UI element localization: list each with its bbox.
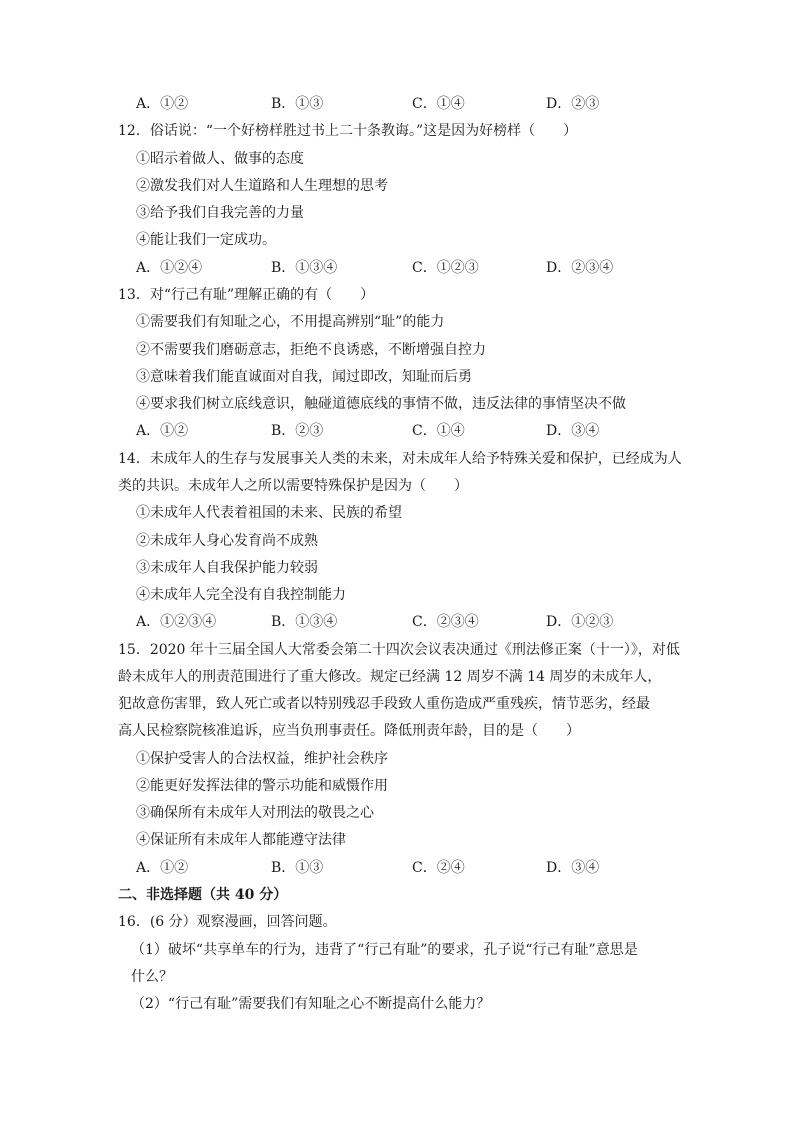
q13-stem: 13．对“行己有耻”理解正确的有（ ）	[118, 287, 375, 303]
q13-options	[136, 421, 656, 441]
q13-option-b[interactable]: B．②③	[271, 423, 324, 439]
section-2-title: 二、非选择题（共 40 分）	[118, 887, 288, 903]
q13-option-d[interactable]: D．③④	[546, 423, 600, 439]
q16-sub1-line-2: 什么？	[131, 969, 173, 985]
q12-options	[136, 258, 656, 278]
q14-item-4: ④未成年人完全没有自我控制能力	[136, 587, 346, 603]
q15-option-c[interactable]: C．②④	[412, 860, 465, 876]
q14-option-b[interactable]: B．①③④	[271, 614, 338, 630]
q11-option-b[interactable]: B．①③	[271, 96, 324, 112]
q11-option-a[interactable]: A．①②	[136, 96, 189, 112]
q15-options	[136, 858, 656, 878]
q13-item-4: ④要求我们树立底线意识，触碰道德底线的事情不做，违反法律的事情坚决不做	[136, 396, 626, 412]
q14-option-a[interactable]: A．①②③④	[136, 614, 217, 630]
q12-item-1: ①昭示着做人、做事的态度	[136, 151, 304, 167]
q16-sub2: （2）“行己有耻”需要我们有知耻之心不断提高什么能力？	[131, 996, 491, 1012]
q12-item-4: ④能让我们一定成功。	[136, 232, 276, 248]
q15-option-a[interactable]: A．①②	[136, 860, 189, 876]
q15-option-b[interactable]: B．①③	[271, 860, 324, 876]
q15-item-3: ③确保所有未成年人对刑法的敬畏之心	[136, 805, 374, 821]
q14-item-3: ③未成年人自我保护能力较弱	[136, 560, 318, 576]
q14-item-2: ②未成年人身心发育尚不成熟	[136, 533, 318, 549]
q15-stem-line-4: 高人民检察院核准追诉，应当负刑事责任。降低刑责年龄，目的是（ ）	[118, 723, 580, 739]
q15-item-1: ①保护受害人的合法权益，维护社会秩序	[136, 751, 388, 767]
q13-item-1: ①需要我们有知耻之心，不用提高辨别“耻”的能力	[136, 314, 445, 330]
q15-stem-line-1: 15．2020 年十三届全国人大常委会第二十四次会议表决通过《刑法修正案（十一）》，对低	[118, 642, 680, 658]
q14-item-1: ①未成年人代表着祖国的未来、民族的希望	[136, 505, 402, 521]
q15-stem-line-3: 犯故意伤害罪，致人死亡或者以特别残忍手段致人重伤造成严重残疾，情节恶劣，经最	[118, 696, 650, 712]
q12-option-c[interactable]: C．①②③	[412, 260, 479, 276]
q13-option-c[interactable]: C．①④	[412, 423, 465, 439]
q12-stem: 12．俗话说：“一个好榜样胜过书上二十条教诲。”这是因为好榜样（ ）	[118, 123, 578, 139]
q13-item-2: ②不需要我们磨砺意志，拒绝不良诱惑，不断增强自控力	[136, 342, 486, 358]
q14-stem-line-1: 14．未成年人的生存与发展事关人类的未来，对未成年人给予特殊关爱和保护，已经成为人	[118, 451, 682, 467]
q12-item-3: ③给予我们自我完善的力量	[136, 205, 304, 221]
q11-option-d[interactable]: D．②③	[546, 96, 600, 112]
q14-stem-line-2: 类的共识。未成年人之所以需要特殊保护是因为（ ）	[118, 478, 468, 494]
q15-item-2: ②能更好发挥法律的警示功能和威慑作用	[136, 778, 388, 794]
q12-option-a[interactable]: A．①②④	[136, 260, 203, 276]
q14-options	[136, 612, 656, 632]
q13-item-3: ③意味着我们能直诚面对自我，闻过即改，知耻而后勇	[136, 369, 472, 385]
q11-options	[136, 94, 656, 114]
q13-option-a[interactable]: A．①②	[136, 423, 189, 439]
q12-item-2: ②激发我们对人生道路和人生理想的思考	[136, 178, 388, 194]
q15-stem-line-2: 龄未成年人的刑责范围进行了重大修改。规定已经满 12 周岁不满 14 周岁的未成年人，	[118, 669, 662, 685]
q15-option-d[interactable]: D．③④	[546, 860, 600, 876]
q11-option-c[interactable]: C．①④	[412, 96, 465, 112]
q12-option-d[interactable]: D．②③④	[546, 260, 614, 276]
q14-option-d[interactable]: D．①②③	[546, 614, 614, 630]
q14-option-c[interactable]: C．②③④	[412, 614, 479, 630]
q15-item-4: ④保证所有未成年人都能遵守法律	[136, 832, 346, 848]
q16-stem: 16．(6 分）观察漫画，回答问题。	[118, 914, 337, 930]
q16-sub1-line-1: （1）破坏“共享单车的行为，违背了“行己有耻”的要求，孔子说“行己有耻”意思是	[131, 942, 638, 958]
q12-option-b[interactable]: B．①③④	[271, 260, 338, 276]
